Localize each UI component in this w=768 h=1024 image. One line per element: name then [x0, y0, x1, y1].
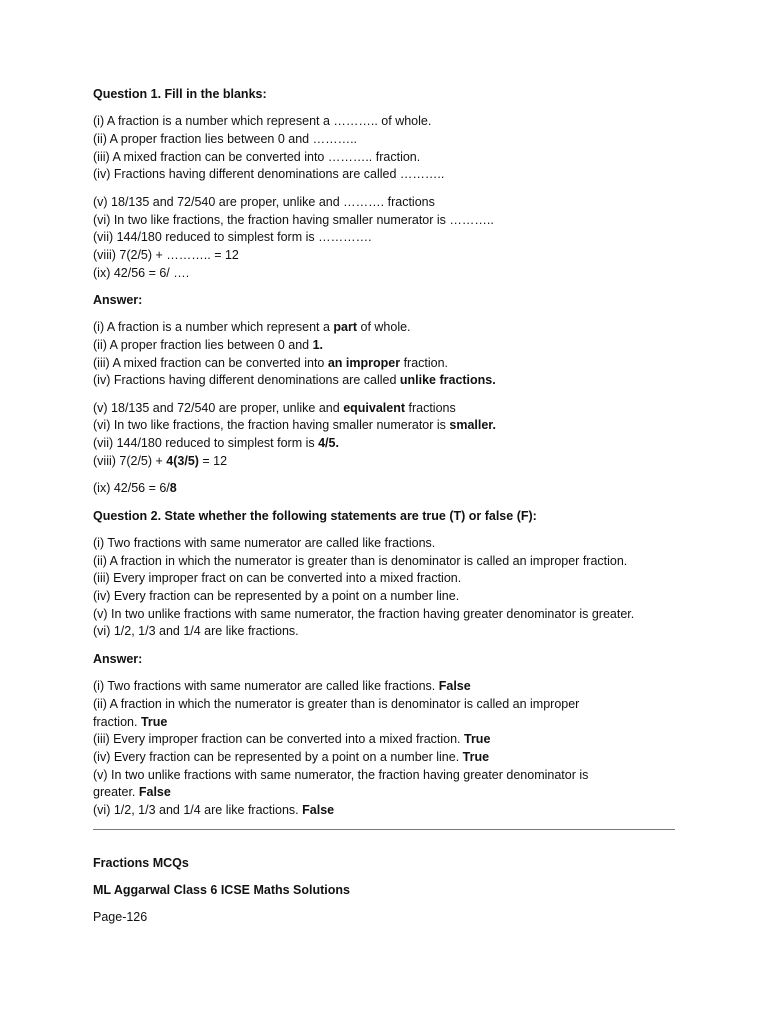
question-2-heading: Question 2. State whether the following statements are true (T) or false (F):: [93, 508, 537, 523]
q1-item-vii: (vii) 144/180 reduced to simplest form is ………….: [93, 230, 372, 245]
answer-2-heading: Answer:: [93, 651, 143, 666]
a2-item-ii-line2: fraction. True: [93, 714, 168, 729]
question-1-heading: Question 1. Fill in the blanks:: [93, 87, 267, 101]
q1-item-i: (i) A fraction is a number which represent a ……….. of whole.: [93, 114, 432, 129]
a1-item-vii: (vii) 144/180 reduced to simplest form is 4/5.: [93, 436, 339, 451]
a2-item-iv: (iv) Every fraction can be represented by a point on a number line. True: [93, 749, 490, 764]
a1-item-viii: (viii) 7(2/5) + 4(3/5) = 12: [93, 453, 228, 468]
a1-item-ii: (ii) A proper fraction lies between 0 and 1.: [93, 338, 324, 352]
a2-item-v-line1: (v) In two unlike fractions with same numerator, the fraction having greater denominator is: [93, 767, 589, 782]
q2-item-i: (i) Two fractions with same numerator are called like fractions.: [93, 535, 436, 550]
a2-item-ii-line1: (ii) A fraction in which the numerator is greater than is denominator is called an improper: [93, 696, 580, 711]
q2-item-iii: (iii) Every improper fract on can be converted into a mixed fraction.: [93, 571, 462, 586]
q1-item-ii: (ii) A proper fraction lies between 0 and ………..: [93, 132, 358, 147]
q1-item-vi: (vi) In two like fractions, the fraction having smaller numerator is ………..: [93, 212, 494, 227]
a1-item-v: (v) 18/135 and 72/540 are proper, unlike and equivalent fractions: [93, 400, 456, 415]
book-title-link[interactable]: ML Aggarwal Class 6 ICSE Maths Solutions: [93, 883, 350, 897]
q2-item-iv: (iv) Every fraction can be represented by a point on a number line.: [93, 589, 460, 603]
q2-item-v: (v) In two unlike fractions with same numerator, the fraction having greater denominator is greater.: [93, 606, 635, 621]
a2-item-iii: (iii) Every improper fraction can be converted into a mixed fraction. True: [93, 732, 491, 747]
q2-item-ii: (ii) A fraction in which the numerator is greater than is denominator is called an improper fraction.: [93, 553, 628, 568]
q2-item-vi: (vi) 1/2, 1/3 and 1/4 are like fractions.: [93, 624, 299, 639]
document-content: [93, 86, 683, 927]
q1-item-ix: (ix) 42/56 = 6/ ….: [93, 265, 190, 280]
page-number: Page-126: [93, 910, 148, 925]
a1-item-iv: (iv) Fractions having different denominations are called unlike fractions.: [93, 373, 496, 388]
a2-item-v-line2: greater. False: [93, 785, 171, 800]
q1-item-viii: (viii) 7(2/5) + ……….. = 12: [93, 247, 239, 262]
a1-item-vi: (vi) In two like fractions, the fraction having smaller numerator is smaller.: [93, 418, 496, 433]
a1-item-iii: (iii) A mixed fraction can be converted into an improper fraction.: [93, 355, 449, 370]
q1-item-iii: (iii) A mixed fraction can be converted into ……….. fraction.: [93, 149, 421, 164]
a2-item-i: (i) Two fractions with same numerator are called like fractions. False: [93, 679, 471, 694]
topic-link[interactable]: Fractions MCQs: [93, 855, 189, 870]
q1-item-v: (v) 18/135 and 72/540 are proper, unlike and ………. fractions: [93, 194, 435, 209]
a2-item-vi: (vi) 1/2, 1/3 and 1/4 are like fractions. False: [93, 802, 335, 817]
a1-item-ix: (ix) 42/56 = 6/8: [93, 481, 177, 496]
q1-item-iv: (iv) Fractions having different denominations are called ………..: [93, 167, 445, 182]
answer-1-heading: Answer:: [93, 292, 143, 307]
a1-item-i: (i) A fraction is a number which represent a part of whole.: [93, 320, 411, 335]
